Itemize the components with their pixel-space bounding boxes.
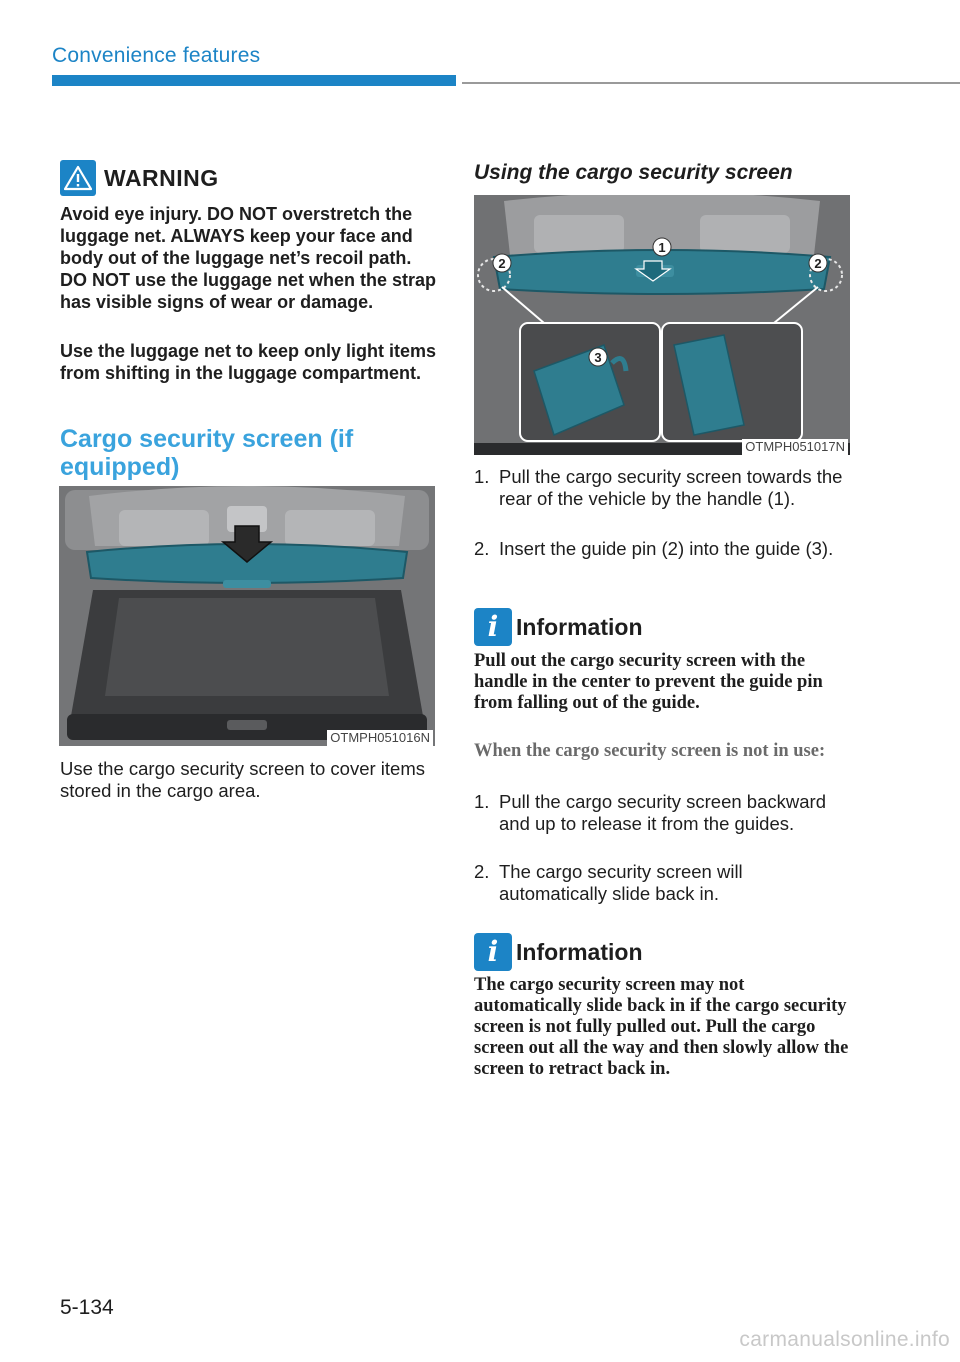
- callout-3: [589, 348, 607, 366]
- warning-heading: [60, 160, 219, 196]
- svg-text:1: 1: [658, 240, 666, 255]
- figure-code: OTMPH051016N: [327, 730, 433, 746]
- header-accent-bar: [52, 75, 456, 86]
- figure-code: OTMPH051017N: [742, 439, 848, 455]
- information-icon: i: [474, 608, 512, 646]
- step-text: Pull the cargo security screen backward and up to release it from the guides.: [499, 791, 826, 834]
- step-text: Insert the guide pin (2) into the guide (3).: [499, 538, 834, 559]
- warning-paragraph-1: Avoid eye injury. DO NOT overstretch the luggage net. ALWAYS keep your face and body out of the luggage net’s recoil path. DO NOT use the luggage net when the strap has visible signs of wear or damage.: [60, 204, 437, 312]
- watermark: carmanualsonline.info: [739, 1328, 950, 1351]
- step-1: [474, 466, 854, 510]
- callout-2-left: [493, 254, 511, 272]
- callout-2-right: [809, 254, 827, 272]
- warning-triangle-icon: [60, 160, 96, 196]
- step-text: Pull the cargo security screen towards the rear of the vehicle by the handle (1).: [499, 466, 843, 509]
- not-in-use-heading: When the cargo security screen is not in use:: [474, 741, 826, 761]
- information-icon: i: [474, 933, 512, 971]
- callout-1: [653, 238, 671, 256]
- information-heading: [474, 608, 643, 646]
- information-title: Information: [516, 938, 643, 965]
- release-step-1: [474, 791, 854, 835]
- information-text: The cargo security screen may not automatically slide back in if the cargo security screen is not fully pulled out. Pull the cargo screen out all the way and then slowly allow the screen to retract back in.: [474, 975, 849, 1079]
- header-rule: [462, 82, 960, 84]
- step-number: 1.: [474, 791, 490, 812]
- page-number: 5-134: [60, 1296, 114, 1319]
- step-2: [474, 538, 854, 560]
- svg-text:2: 2: [814, 256, 822, 271]
- using-section-heading: Using the cargo security screen: [474, 161, 793, 184]
- cargo-screen-figure: [59, 486, 435, 746]
- information-text: Pull out the cargo security screen with the handle in the center to prevent the guide pin from falling out of the guide.: [474, 651, 823, 713]
- section-title: Convenience features: [52, 44, 261, 67]
- cargo-section-heading: Cargo security screen (if equipped): [60, 425, 354, 481]
- svg-text:3: 3: [594, 350, 602, 365]
- step-number: 2.: [474, 538, 490, 559]
- information-title: Information: [516, 613, 643, 640]
- cargo-area-illustration: [59, 486, 435, 746]
- step-number: 2.: [474, 861, 490, 882]
- cargo-screen-usage-illustration: [474, 195, 850, 455]
- cargo-description: Use the cargo security screen to cover items stored in the cargo area.: [60, 758, 426, 801]
- step-text: The cargo security screen will automatically slide back in.: [499, 861, 743, 904]
- release-step-2: [474, 861, 854, 905]
- svg-text:2: 2: [498, 256, 506, 271]
- warning-paragraph-2: Use the luggage net to keep only light items from shifting in the luggage compartment.: [60, 341, 437, 383]
- warning-title: WARNING: [104, 164, 219, 191]
- using-screen-figure: [474, 195, 850, 455]
- step-number: 1.: [474, 466, 490, 487]
- information-heading: [474, 933, 643, 971]
